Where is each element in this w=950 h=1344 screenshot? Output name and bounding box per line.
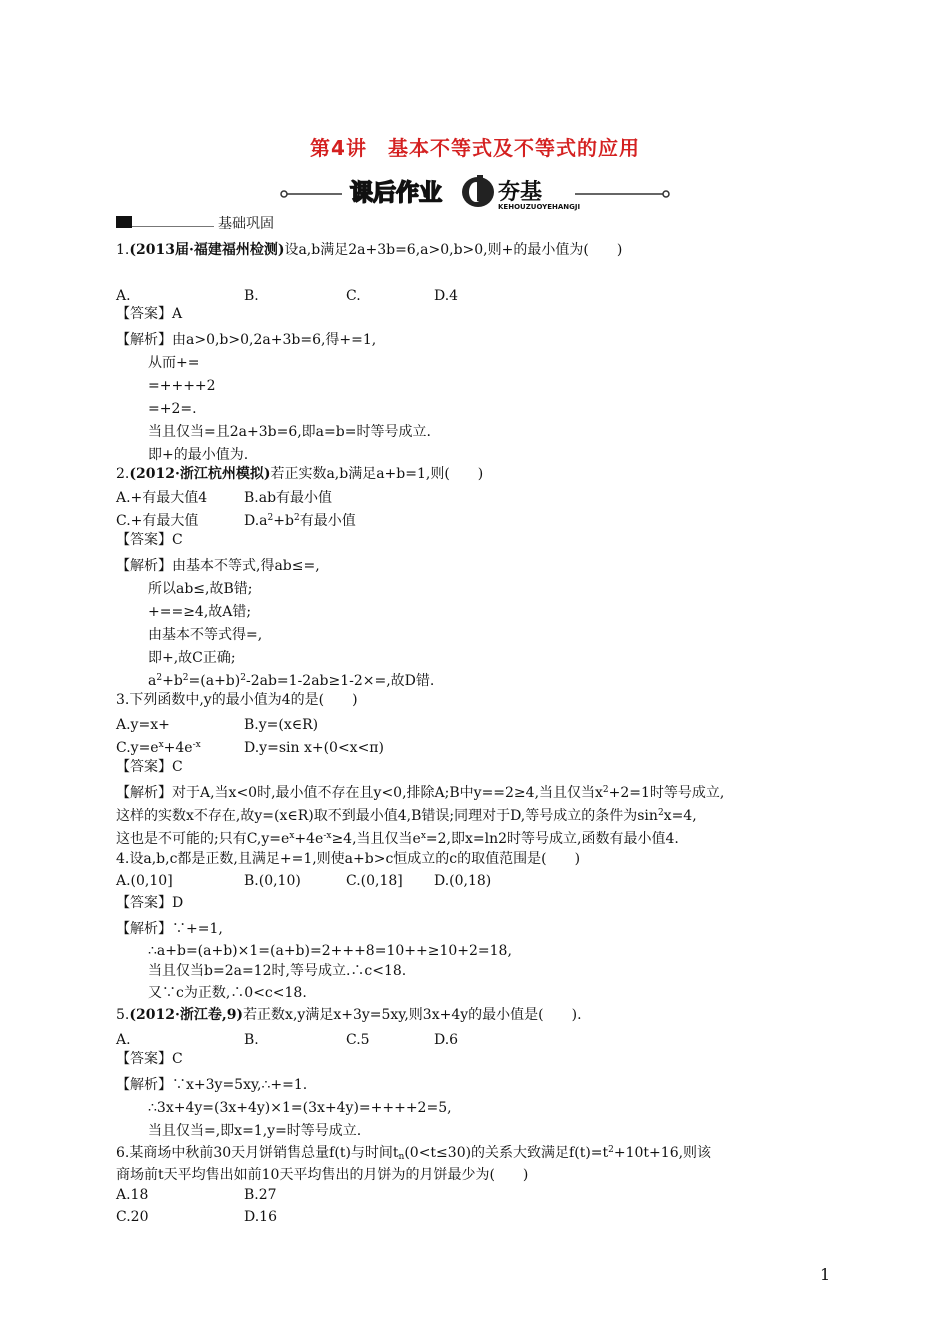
banner-title: 课后作业 xyxy=(350,180,442,206)
section-label: 基础巩固 xyxy=(218,216,274,232)
q2-stem: 2.(2012·浙江杭州模拟)若正实数a,b满足a+b=1,则( ) xyxy=(116,466,484,482)
q2-option-d: $D.a^2+b^2$有最小值 xyxy=(244,513,356,529)
q4-option-c: C.(0,18] xyxy=(346,873,403,889)
q4-stem: 4.设a,b,c都是正数,且满足+=1,则使a+b>c恒成立的c的取值范围是( ) xyxy=(116,851,581,867)
q1-stem: 1.(2013届·福建福州检测)设a,b满足2a+3b=6,a>0,b>0,则+的最小值为( ) xyxy=(116,242,623,258)
q3-answer: 【答案】C xyxy=(116,759,183,775)
q1-analysis-line: 从而+= xyxy=(148,355,200,371)
q2-analysis-line: 即+,故C正确; xyxy=(148,650,236,666)
q6-option-b: B.27 xyxy=(244,1187,277,1203)
q4-analysis-line: 【解析】∵+=1, xyxy=(116,921,223,937)
q3-option-a: A.y=x+ xyxy=(116,717,170,733)
q5-analysis-line: 当且仅当=,即x=1,y=时等号成立. xyxy=(148,1123,362,1139)
q1-option-b: B. xyxy=(244,288,259,304)
q2-analysis-line: +==≥4,故A错; xyxy=(148,604,252,620)
q5-analysis-line: ∴3x+4y=(3x+4y)×1=(3x+4y)=++++2=5, xyxy=(148,1100,452,1116)
homework-banner xyxy=(280,172,670,212)
banner-char: 夯基 xyxy=(498,180,543,205)
q6-option-a: A.18 xyxy=(116,1187,149,1203)
q2-analysis-line: 由基本不等式得=, xyxy=(148,627,263,643)
banner-pinyin: KEHOUZUOYEHANGJI xyxy=(498,203,581,211)
page-title: 第4讲 基本不等式及不等式的应用 xyxy=(310,136,640,160)
section-mark xyxy=(116,216,132,228)
q4-analysis-line: 当且仅当b=2a=12时,等号成立.∴c<18. xyxy=(148,963,407,979)
q4-analysis-line: 又∵c为正数,∴0<c<18. xyxy=(148,985,307,1001)
q1-analysis-line: 即+的最小值为. xyxy=(148,447,249,463)
q3-option-c: $C.y=e^x+4e^{-x}$ xyxy=(116,740,201,756)
q5-answer: 【答案】C xyxy=(116,1051,183,1067)
q1-analysis-line: 【解析】由a>0,b>0,2a+3b=6,得+=1, xyxy=(116,332,377,348)
q5-option-d: D.6 xyxy=(434,1032,459,1048)
q5-stem: 5.(2012·浙江卷,9)若正数x,y满足x+3y=5xy,则3x+4y的最小值是( ). xyxy=(116,1007,582,1023)
q5-option-c: C.5 xyxy=(346,1032,370,1048)
q3-analysis-line: 【解析】对于A,当x<0时,最小值不存在且y<0,排除A;B中y==2≥4,当且仅当$x^2+2=1$时等号成立, xyxy=(116,785,725,801)
q3-stem: 3.下列函数中,y的最小值为4的是( ) xyxy=(116,692,358,708)
q2-answer: 【答案】C xyxy=(116,532,183,548)
q1-option-d: D.4 xyxy=(434,288,459,304)
q2-option-c: C.+有最大值 xyxy=(116,513,199,529)
q1-analysis-line: =+2=. xyxy=(148,401,197,417)
q2-option-b: B.ab有最小值 xyxy=(244,490,333,506)
q3-analysis-line: 这也是不可能的;只有$C,y=e^x+4e^{-x}\ge 4$,当且仅当$e^x=2$,即x=ln2时等号成立,函数有最小值4. xyxy=(116,831,679,847)
q6-option-d: D.16 xyxy=(244,1209,277,1225)
q1-answer: 【答案】A xyxy=(116,306,183,322)
q4-option-b: B.(0,10) xyxy=(244,873,301,889)
q2-analysis-line: 【解析】由基本不等式,得ab≤=, xyxy=(116,558,320,574)
q2-analysis-line: $a^2+b^2=(a+b)^2-2ab=1-2ab\ge 1-2\times=$,故D错. xyxy=(148,673,435,689)
section-bar xyxy=(132,226,214,227)
q5-option-a: A. xyxy=(116,1032,131,1048)
q6-stem: 商场前t天平均售出如前10天平均售出的月饼为的月饼最少为( ) xyxy=(116,1167,529,1183)
page-number: 1 xyxy=(820,1265,831,1284)
q4-option-d: D.(0,18) xyxy=(434,873,492,889)
q1-analysis-line: 当且仅当=且2a+3b=6,即a=b=时等号成立. xyxy=(148,424,431,440)
q2-analysis-line: 所以ab≤,故B错; xyxy=(148,581,253,597)
q4-option-a: A.(0,10] xyxy=(116,873,173,889)
q1-analysis-line: =++++2 xyxy=(148,378,216,394)
q3-option-d: D.y=sin x+(0<x<π) xyxy=(244,740,384,756)
q4-answer: 【答案】D xyxy=(116,895,184,911)
q6-option-c: C.20 xyxy=(116,1209,149,1225)
q6-stem: 6.某商场中秋前30天月饼销售总量f(t)与时间$t_n(0<t\le 30)$的关系大致满足$f(t)=t^2+10t+16$,则该 xyxy=(116,1145,712,1162)
q3-option-b: B.y=(x∈R) xyxy=(244,717,319,733)
q1-option-c: C. xyxy=(346,288,361,304)
q3-analysis-line: 这样的实数x不存在,故y=(x∈R)取不到最小值4,B错误;同理对于D,等号成立的条件为$\sin^2x=4$, xyxy=(116,808,697,824)
q4-analysis-line: ∴a+b=(a+b)×1=(a+b)=2+++8=10++≥10+2=18, xyxy=(148,943,512,959)
q2-option-a: A.+有最大值4 xyxy=(116,490,208,506)
q5-option-b: B. xyxy=(244,1032,259,1048)
q1-option-a: A. xyxy=(116,288,131,304)
q5-analysis-line: 【解析】∵x+3y=5xy,∴+=1. xyxy=(116,1077,308,1093)
